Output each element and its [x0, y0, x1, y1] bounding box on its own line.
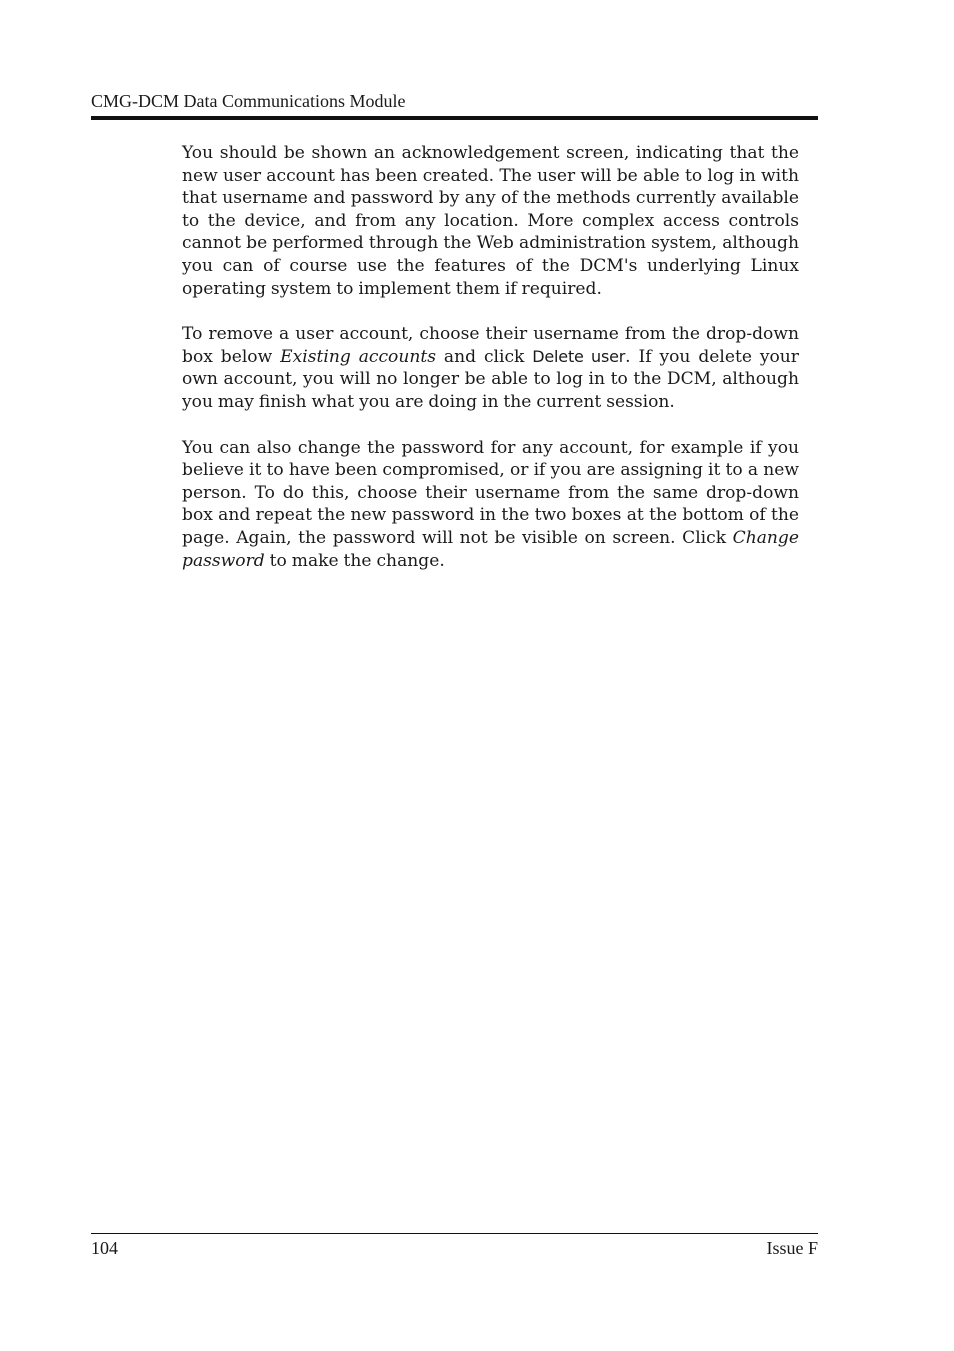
delete-user-ref: Delete user [532, 346, 626, 366]
change-password-ref: Change password [182, 527, 799, 571]
text-run: To remove a user account, choose their username from the drop-down box below [182, 324, 799, 367]
text-run: You can also change the password for any account, for example if you believe it to have been compromised, or if you are assigning it to a new person. To do this, choose their username from the same drop-down box and repeat the new password in the two boxes at the bottom of the page. Again, the password will not be visible on screen. Click [182, 437, 799, 548]
text-run: and click [435, 346, 533, 367]
text-run: . If you delete your own account, you will no longer be able to log in to the DCM, although you may finish what you are doing in the current session. [182, 346, 799, 412]
paragraph-acknowledgement: You should be shown an acknowledgement screen, indicating that the new user account has been created. The user will be able to log in with that username and password by any of the methods currently available to the device, and from any location. More complex access controls cannot be performed through the Web administration system, although you can of course use the features of the DCM's underlying Linux operating system to implement them if required. [182, 143, 799, 299]
page-number: 104 [91, 1238, 118, 1258]
existing-accounts-ref: Existing accounts [280, 346, 436, 367]
body-text [182, 142, 799, 595]
issue-label: Issue F [766, 1238, 818, 1258]
header-rule [91, 116, 818, 120]
footer-rule [91, 1233, 818, 1234]
text-run: to make the change. [264, 550, 445, 571]
paragraph-change-password [182, 437, 799, 573]
running-header: CMG-DCM Data Communications Module [91, 91, 406, 111]
paragraph-remove-account [182, 323, 799, 413]
